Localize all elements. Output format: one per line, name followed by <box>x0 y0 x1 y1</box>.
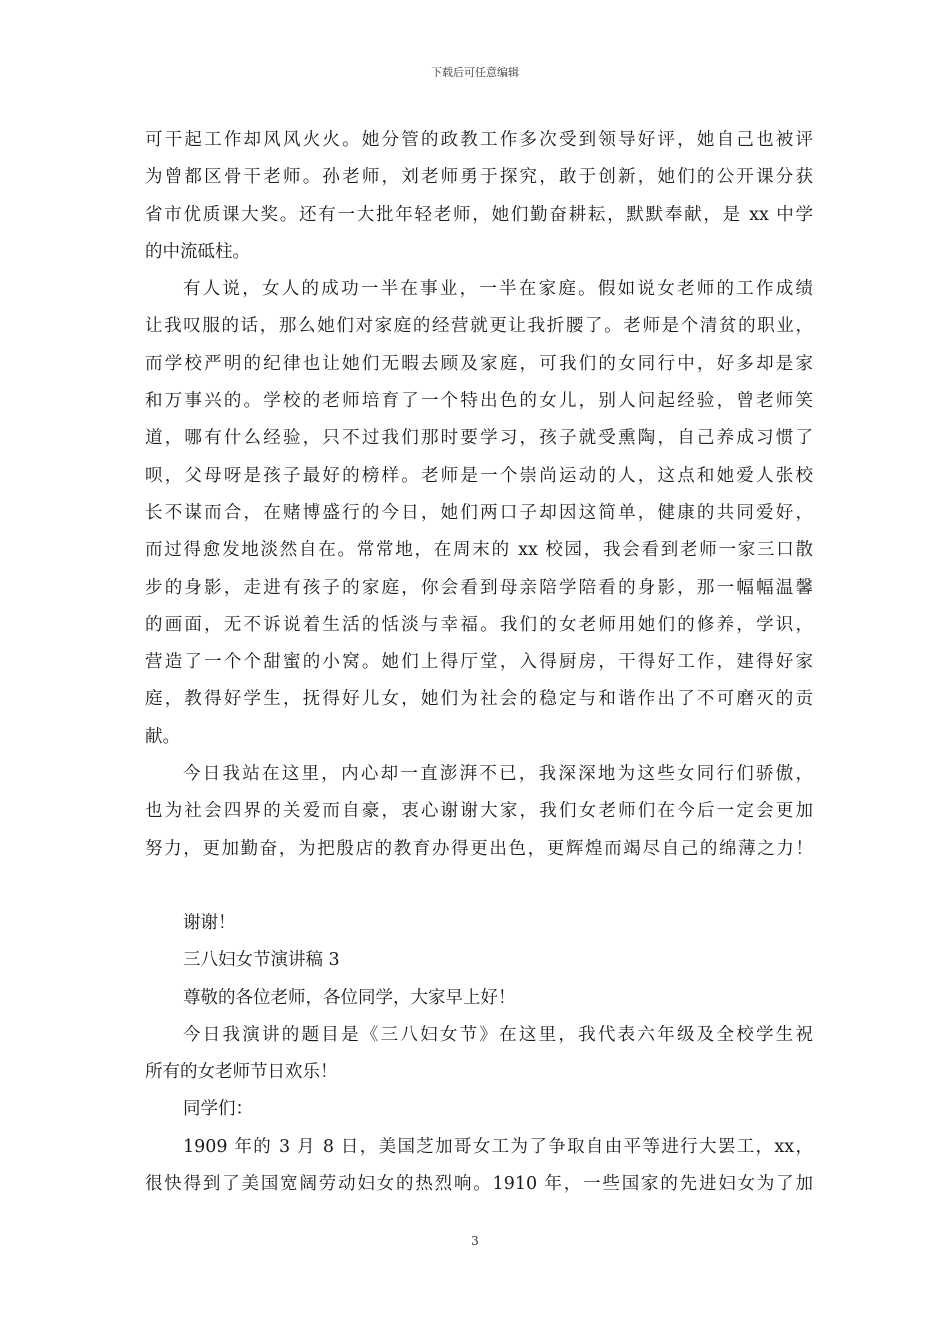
address-line: 同学们： <box>183 1099 253 1120</box>
blank-line <box>145 868 813 905</box>
text-line: 步的身影，走进有孩子的家庭，你会看到母亲陪学陪看的身影，那一幅幅温馨 <box>145 577 813 598</box>
text-line: 道，哪有什么经验，只不过我们那时要学习，孩子就受熏陶，自己养成习惯了 <box>145 428 813 449</box>
text-line: 营造了一个个甜蜜的小窝。她们上得厅堂，入得厨房，干得好工作，建得好家 <box>145 652 813 673</box>
text-line: 1909 年的 3 月 8 日，美国芝加哥女工为了争取自由平等进行大罢工，xx， <box>183 1136 813 1157</box>
text-line: 也为社会四界的关爱而自豪，衷心谢谢大家，我们女老师们在今后一定会更加 <box>145 801 813 822</box>
text-line: 献。 <box>145 726 180 747</box>
text-line: 今日我站在这里，内心却一直澎湃不已，我深深地为这些女同行们骄傲， <box>183 764 813 785</box>
closing-thanks: 谢谢！ <box>183 912 236 933</box>
text-line: 很快得到了美国宽阔劳动妇女的热烈响。1910 年，一些国家的先进妇女为了加 <box>145 1174 813 1195</box>
text-line: 省市优质课大奖。还有一大批年轻老师，她们勤奋耕耘，默默奉献，是 xx 中学 <box>145 204 813 225</box>
greeting: 尊敬的各位老师，各位同学，大家早上好！ <box>183 987 516 1008</box>
page-header: 下载后可任意编辑 <box>431 66 519 79</box>
text-line: 可干起工作却风风火火。她分管的政教工作多次受到领导好评，她自己也被评 <box>145 130 813 150</box>
text-line: 让我叹服的话，那么她们对家庭的经营就更让我折腰了。老师是个清贫的职业， <box>145 316 813 337</box>
paragraph <box>145 1017 813 1092</box>
text-line: 所有的女老师节日欢乐！ <box>145 1062 338 1083</box>
text-line: 而学校严明的纪律也让她们无暇去顾及家庭，可我们的女同行中，好多却是家 <box>145 353 813 374</box>
section-title: 三八妇女节演讲稿 3 <box>183 950 340 971</box>
text-line: 和万事兴的。学校的老师培育了一个特出色的女儿，别人问起经验，曾老师笑 <box>145 391 813 412</box>
text-line: 而过得愈发地淡然自在。常常地，在周末的 xx 校园，我会看到老师一家三口散 <box>145 540 813 561</box>
text-line: 长不谋而合，在赌博盛行的今日，她们两口子却因这简单，健康的共同爱好， <box>145 502 813 523</box>
text-line: 有人说，女人的成功一半在事业，一半在家庭。假如说女老师的工作成绩 <box>183 279 813 300</box>
paragraph <box>145 122 813 271</box>
paragraph <box>145 1129 813 1204</box>
page-number: 3 <box>471 1234 479 1248</box>
text-line: 的中流砥柱。 <box>145 241 250 262</box>
text-line: 为曾都区骨干老师。孙老师，刘老师勇于探究，敢于创新，她们的公开课分获 <box>145 167 813 188</box>
text-line: 庭，教得好学生，抚得好儿女，她们为社会的稳定与和谐作出了不可磨灭的贡 <box>145 689 813 710</box>
paragraph <box>145 271 813 756</box>
document-body <box>145 122 813 1203</box>
paragraph <box>145 756 813 868</box>
text-line: 的画面，无不诉说着生活的恬淡与幸福。我们的女老师用她们的修养，学识， <box>145 614 813 635</box>
text-line: 呗，父母呀是孩子最好的榜样。老师是一个崇尚运动的人，这点和她爱人张校 <box>145 465 813 486</box>
text-line: 努力，更加勤奋，为把殷店的教育办得更出色，更辉煌而竭尽自己的绵薄之力！ <box>145 838 813 859</box>
text-line: 今日我演讲的题目是《三八妇女节》在这里，我代表六年级及全校学生祝 <box>183 1024 813 1045</box>
